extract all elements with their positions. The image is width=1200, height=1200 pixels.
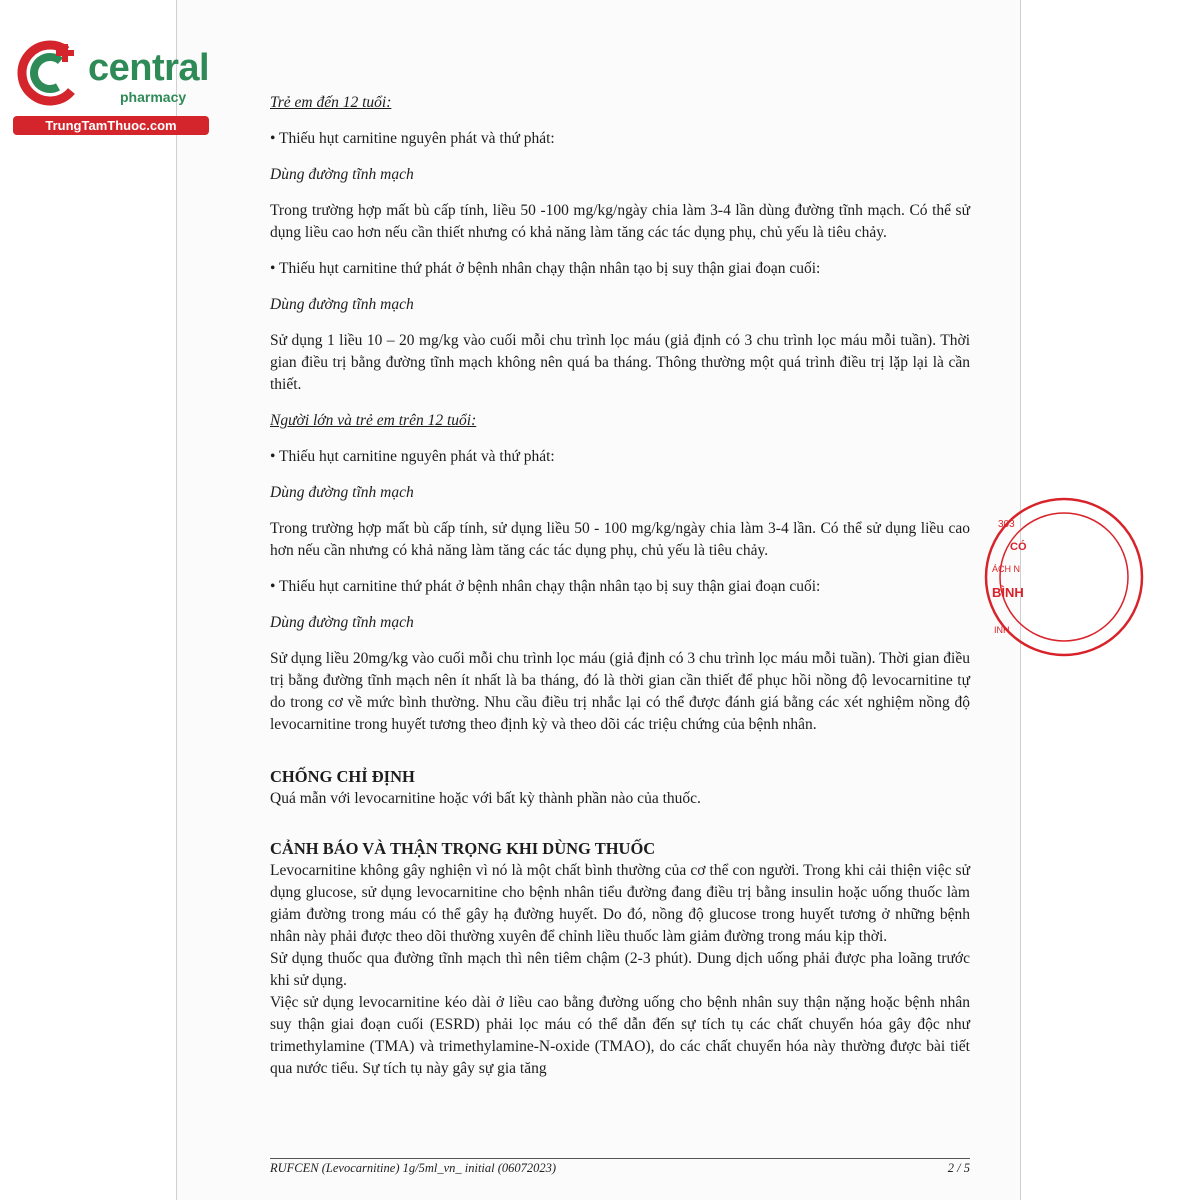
footer-page-number: 2 / 5 (947, 1161, 970, 1175)
stamp-text-5: INH (994, 625, 1010, 635)
children-primary-deficiency-text: Trong trường hợp mất bù cấp tính, liều 50 -100 mg/kg/ngày chia làm 3-4 lần dùng đường tĩnh mạch. Có thể sử dụng liều cao hơn nếu cần thiết nhưng có khả năng làm tăng các tác dụng phụ, chủ yếu là tiêu chảy. (270, 202, 970, 241)
stamp-text-2: CÓ (1010, 541, 1027, 553)
adults-iv-route-1: Dùng đường tĩnh mạch (270, 484, 414, 501)
children-secondary-deficiency-text: Sử dụng 1 liều 10 – 20 mg/kg vào cuối mỗi chu trình lọc máu (giả định có 3 chu trình lọc máu mỗi tuần). Thời gian điều trị bằng đường tĩnh mạch không nên quá ba tháng. Thông thường một quá trình điều trị lặp lại là cần thiết. (270, 332, 970, 393)
adults-dosage-heading: Người lớn và trẻ em trên 12 tuổi: (270, 412, 477, 429)
adults-primary-deficiency-bullet: • Thiếu hụt carnitine nguyên phát và thứ phát: (270, 448, 555, 465)
adults-iv-route-2: Dùng đường tĩnh mạch (270, 614, 414, 631)
children-iv-route-2: Dùng đường tĩnh mạch (270, 296, 414, 313)
warnings-paragraph-2: Sử dụng thuốc qua đường tĩnh mạch thì nên tiêm chậm (2-3 phút). Dung dịch uống phải được pha loãng trước khi sử dụng. (270, 950, 970, 989)
contraindications-text: Quá mẫn với levocarnitine hoặc với bất kỳ thành phần nào của thuốc. (270, 790, 701, 807)
children-iv-route-1: Dùng đường tĩnh mạch (270, 166, 414, 183)
document-body (270, 92, 970, 1080)
logo-website: TrungTamThuoc.com (13, 116, 209, 135)
warnings-title: CẢNH BÁO VÀ THẬN TRỌNG KHI DÙNG THUỐC (270, 839, 656, 858)
logo-brand: central (88, 47, 210, 89)
children-secondary-deficiency-bullet: • Thiếu hụt carnitine thứ phát ở bệnh nhân chạy thận nhân tạo bị suy thận giai đoạn cuối: (270, 260, 821, 277)
stamp-text-4: BÌNH (992, 585, 1024, 600)
children-primary-deficiency-bullet: • Thiếu hụt carnitine nguyên phát và thứ phát: (270, 130, 555, 147)
warnings-paragraph-1: Levocarnitine không gây nghiện vì nó là một chất bình thường của cơ thể con người. Trong khi cải thiện việc sử dụng glucose, sử dụng levocarnitine cho bệnh nhân tiểu đường đang điều trị bằng insulin hoặc uống thuốc làm giảm đường trong máu có thể gây hạ đường huyết. Do đó, nồng độ glucose trong huyết tương ở những bệnh nhân này phải được theo dõi thường xuyên để chỉnh liều thuốc làm giảm đường trong máu kịp thời. (270, 862, 970, 945)
contraindications-title: CHỐNG CHỈ ĐỊNH (270, 767, 415, 786)
stamp-text-3: ÁCH N (992, 564, 1021, 574)
warnings-paragraph-3: Việc sử dụng levocarnitine kéo dài ở liều cao bằng đường uống cho bệnh nhân suy thận nặng hoặc bệnh nhân suy thận giai đoạn cuối (ESRD) phải lọc máu có thể dẫn đến sự tích tụ các chất chuyển hóa gây độc như trimethylamine (TMA) và trimethylamine-N-oxide (TMAO), do các chất chuyển hóa này thường được bài tiết qua nước tiểu. Sự tích tụ này gây sự gia tăng (270, 994, 970, 1077)
footer-document-id: RUFCEN (Levocarnitine) 1g/5ml_vn_ initial (06072023) (270, 1161, 557, 1175)
page-footer (270, 1158, 970, 1176)
adults-secondary-deficiency-text: Sử dụng liều 20mg/kg vào cuối mỗi chu trình lọc máu (giả định có 3 chu trình lọc máu mỗi tuần). Thời gian điều trị bằng đường tĩnh mạch nên ít nhất là ba tháng, đó là thời gian cần thiết để phục hồi nồng độ levocarnitine tự do trong cơ về mức bình thường. Nhu cầu điều trị nhắc lại có thể được đánh giá bằng các xét nghiệm nồng độ levocarnitine trong huyết tương theo định kỳ và theo dõi các triệu chứng của bệnh nhân. (270, 650, 970, 733)
logo-subtitle: pharmacy (120, 89, 187, 105)
children-dosage-heading: Trẻ em đến 12 tuổi: (270, 94, 392, 111)
red-seal-stamp-icon (984, 495, 1027, 660)
adults-primary-deficiency-text: Trong trường hợp mất bù cấp tính, sử dụng liều 50 - 100 mg/kg/ngày chia làm 3-4 lần. Có thể sử dụng liều cao hơn nếu cần nhưng có khả năng làm tăng các tác dụng phụ, chủ yếu là tiêu chảy. (270, 520, 970, 559)
stamp-text-1: 303 (998, 519, 1015, 530)
adults-secondary-deficiency-bullet: • Thiếu hụt carnitine thứ phát ở bệnh nhân chạy thận nhân tạo bị suy thận giai đoạn cuối: (270, 578, 821, 595)
